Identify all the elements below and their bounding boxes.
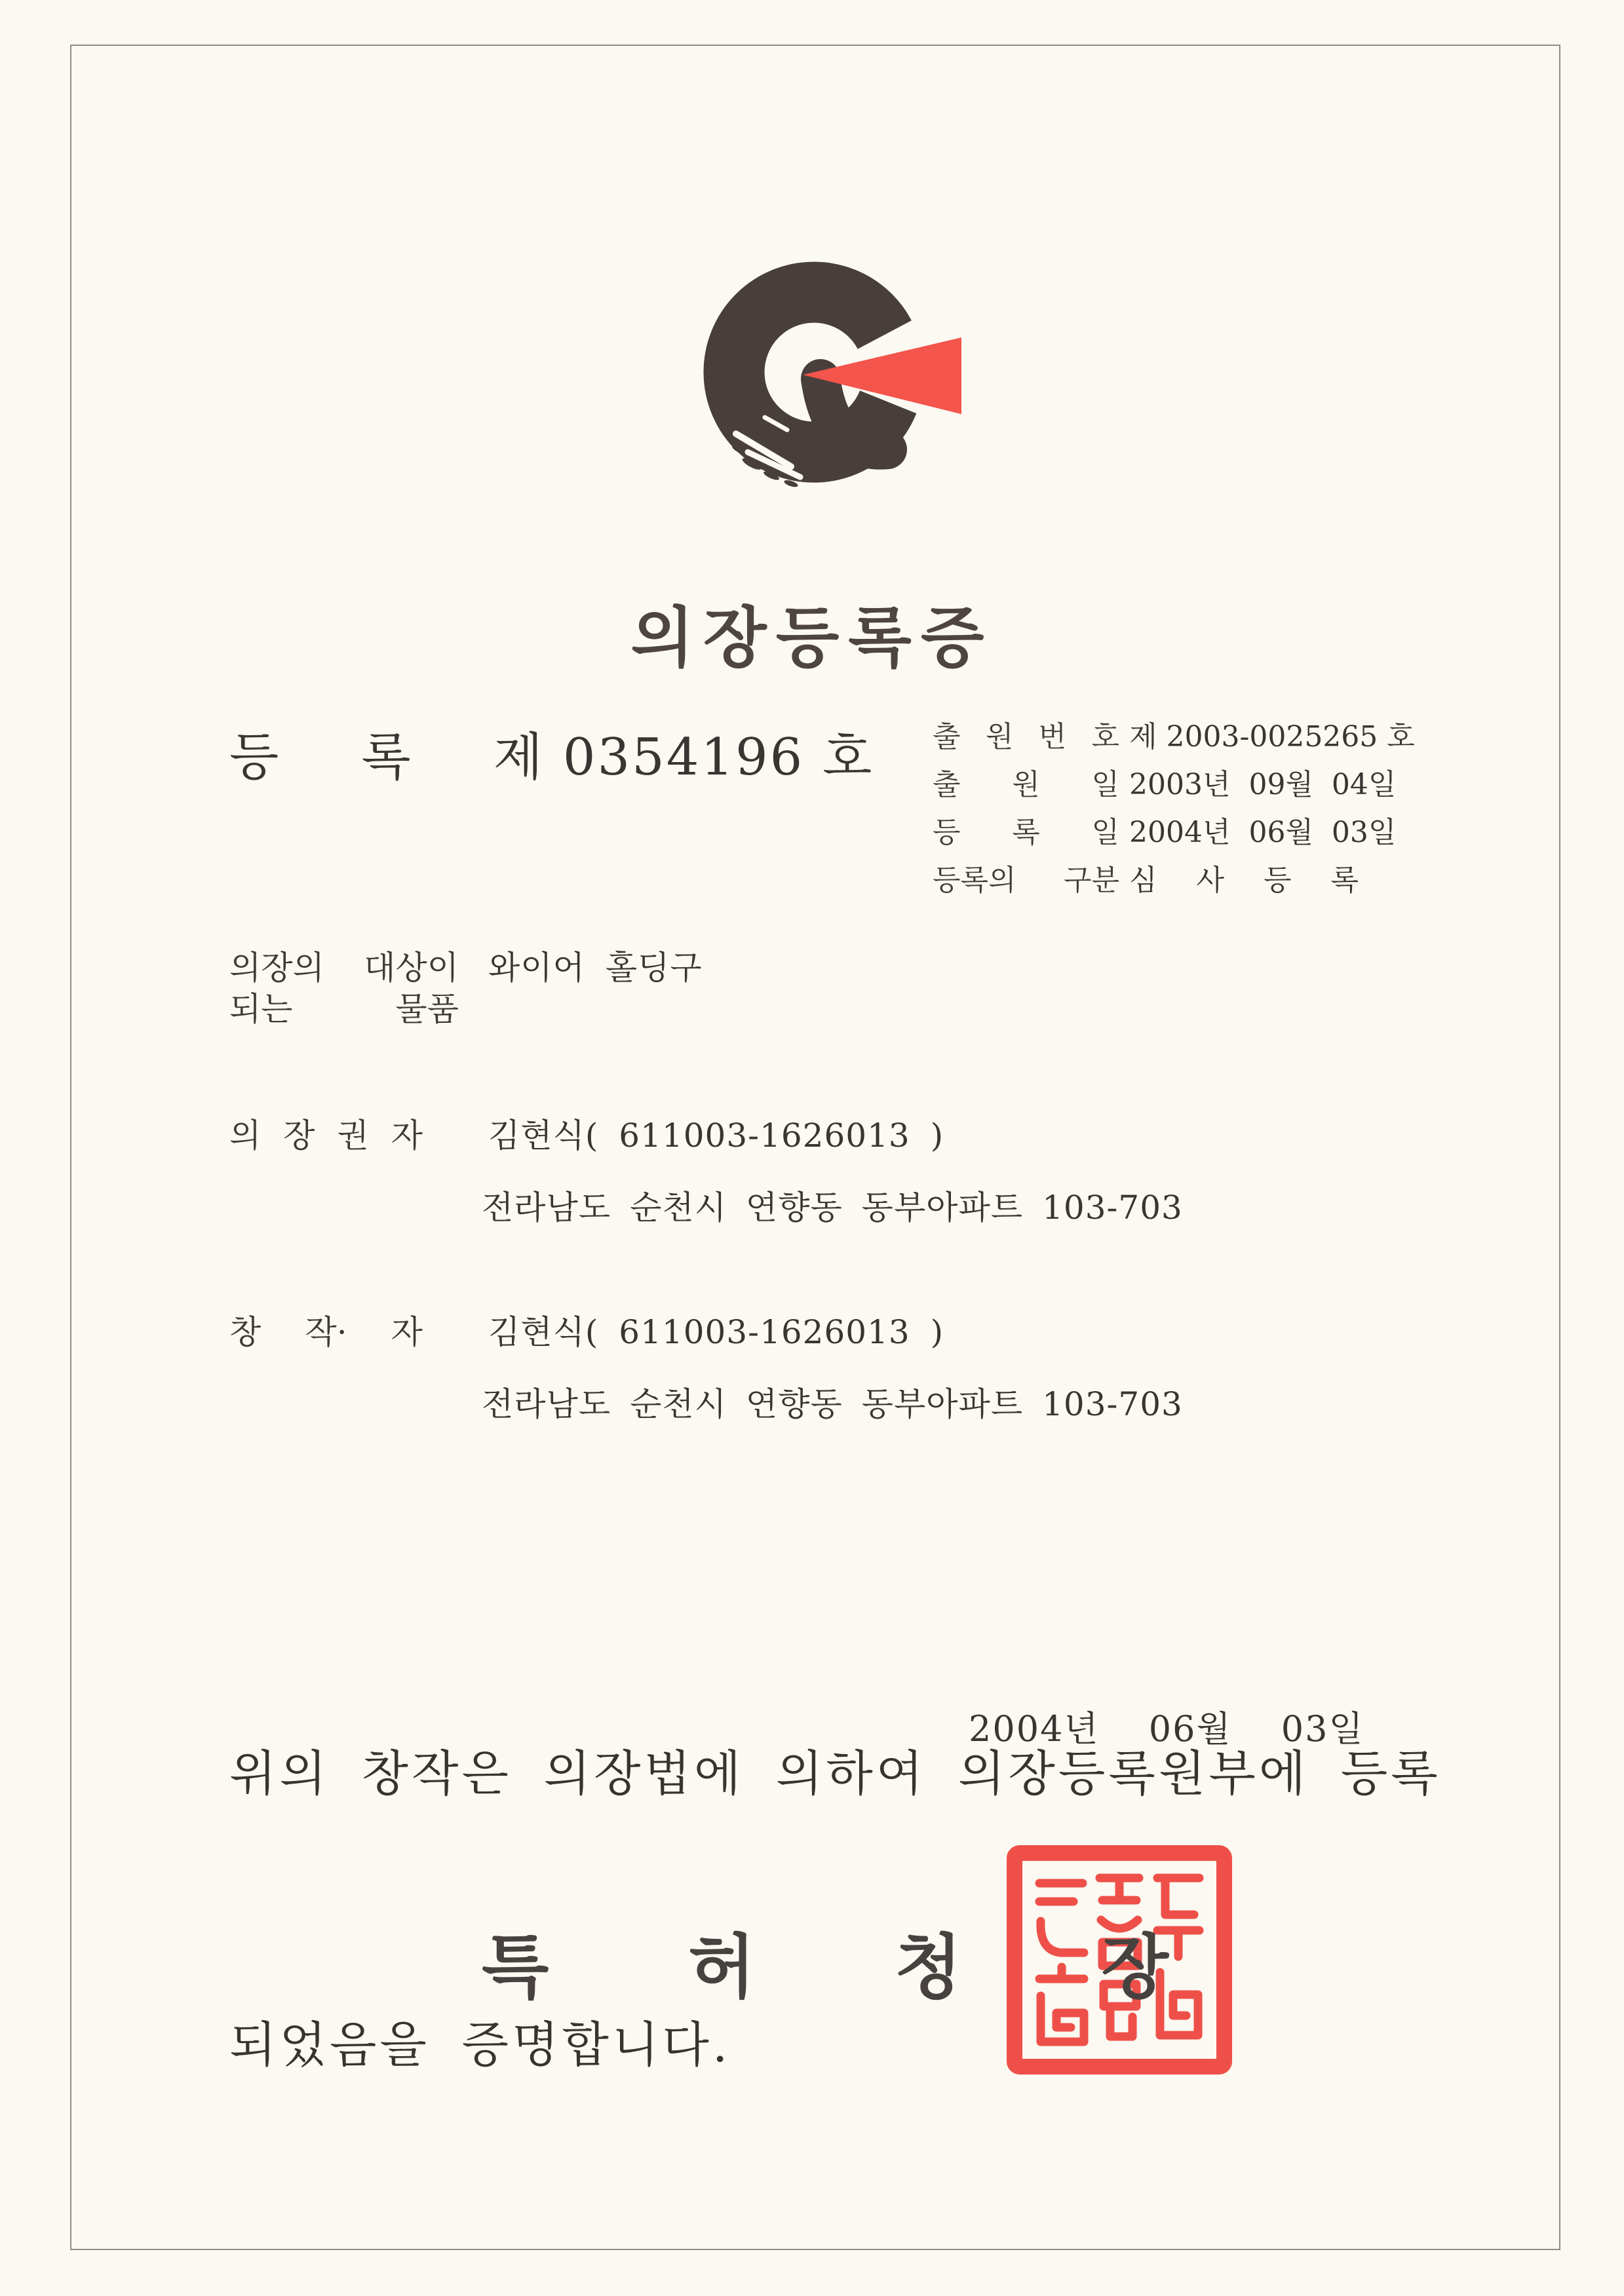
kipo-logo — [691, 256, 967, 491]
application-number-value: 제 2003-0025265 호 — [1129, 720, 1415, 754]
issuer-title: 특 허 청 장 — [482, 1927, 1169, 2008]
registration-type-value: 심 사 등 록 — [1129, 864, 1359, 897]
product-label-line2: 되는 물품 — [229, 990, 459, 1028]
application-date-value: 2003년 09월 04일 — [1129, 768, 1397, 801]
creator-address: 전라남도 순천시 연향동 동부아파트 103-703 — [482, 1385, 1183, 1423]
product-label-line1: 의장의 대상이 — [229, 949, 459, 987]
info-row-registration-type — [933, 856, 1378, 904]
creator-name: 김현식( 611003-1626013 ) — [488, 1313, 944, 1351]
info-row-application-number — [933, 713, 1415, 761]
statement-line1: 위의 창작은 의장법에 의하여 의장등록원부에 등록 — [229, 1746, 1441, 1802]
holder-name: 김현식( 611003-1626013 ) — [488, 1117, 944, 1155]
registration-type-label: 등록의 구분 — [933, 864, 1119, 897]
product-value: 와이어 홀딩구 — [488, 949, 703, 987]
certificate-title: 의장등록증 — [630, 600, 994, 676]
creator-label: 창 작· 자 — [229, 1313, 423, 1351]
holder-label: 의 장 권 자 — [229, 1117, 423, 1155]
certification-statement — [229, 1548, 1441, 2271]
registration-date-value: 2004년 06월 03일 — [1129, 816, 1397, 849]
application-info-table — [933, 713, 1415, 904]
application-number-label: 출 원 번 호 — [933, 720, 1119, 754]
kipo-logo-graphic — [691, 256, 967, 491]
application-date-label: 출 원 일 — [933, 768, 1119, 801]
info-row-registration-date — [933, 809, 1397, 856]
statement-line2: 되었음을 증명합니다. — [229, 2017, 731, 2073]
holder-address: 전라남도 순천시 연향동 동부아파트 103-703 — [482, 1189, 1183, 1227]
registration-number-line: 등 록 제 0354196 호 — [229, 728, 874, 787]
issue-date: 2004년 06월 03일 — [969, 1708, 1364, 1750]
info-row-application-date — [933, 761, 1397, 809]
registration-date-label: 등 록 일 — [933, 816, 1119, 849]
